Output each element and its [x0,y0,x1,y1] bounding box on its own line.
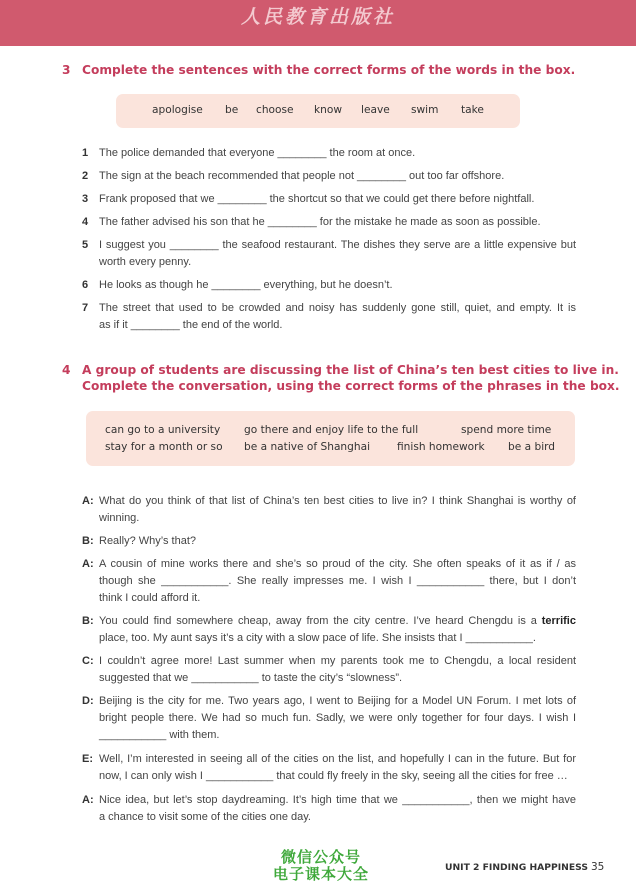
dialogue-text: ___________ with them. [99,729,220,741]
dialogue-text: Nice idea, but let’s stop daydreaming. It’s high time that we ___________, then we might have [99,794,576,806]
speaker-label: B: [82,615,94,627]
dialogue-text: a chance to visit some of the cities one day. [99,811,311,823]
dialogue-text: Beijing is the city for me. Two years ago, I went to Beijing for a Model UN Forum. I met lots of [99,695,576,707]
item-text: The father advised his son that he ________ for the mistake he made as soon as possible. [99,216,541,228]
dialogue-text: What do you think of that list of China’s ten best cities to live in? I think Shanghai is worthy of [99,495,576,507]
watermark-line: 电子课本大全 [272,865,369,883]
dialogue-text: think I could afford it. [99,592,201,604]
dialogue-text: though she ___________. She really impresses me. I wish I ___________ there, but I don’t [99,575,576,587]
item-text: as if it ________ the end of the world. [99,319,283,331]
highlighted-word: terrific [541,615,576,627]
phrase-box [86,411,575,466]
item-text: worth every penny. [99,256,192,268]
item-number: 6 [82,279,89,291]
phrase-box-item: can go to a university [105,424,221,436]
item-number: 4 [82,216,89,228]
phrase-box-item: stay for a month or so [105,441,223,453]
dialogue-text [99,613,576,630]
item-text: He looks as though he ________ everything, but he doesn’t. [99,279,393,291]
speaker-label: E: [82,753,93,765]
phrase-box-item: be a bird [508,441,556,453]
exercise-title: A group of students are discussing the list of China’s ten best cities to live in. [82,363,619,377]
item-text: I suggest you ________ the seafood restaurant. The dishes they serve are a little expensive but [99,239,576,251]
watermark-line: 微信公众号 [280,848,361,866]
phrase-box-item: finish homework [397,441,485,453]
item-number: 1 [82,147,89,159]
item-text: The sign at the beach recommended that people not ________ out too far offshore. [99,170,505,182]
item-text: Frank proposed that we ________ the shortcut so that we could get there before nightfall. [99,193,535,205]
item-number: 3 [82,193,89,205]
dialogue-text: I couldn’t agree more! Last summer when my parents took me to Chengdu, a local resident [99,655,576,667]
item-text: The street that used to be crowded and noisy has suddenly gone still, quiet, and empty. It is [99,302,576,314]
exercise-title: Complete the conversation, using the correct forms of the phrases in the box. [82,379,620,393]
dialogue-text: suggested that we ___________ to taste the city’s “slowness”. [99,672,403,684]
item-number: 2 [82,170,89,182]
speaker-label: A: [82,558,94,570]
word-box-item: be [225,104,239,116]
dialogue-text: Really? Why’s that? [99,535,197,547]
item-number: 5 [82,239,89,251]
word-box-item: take [461,104,484,116]
word-box-item: swim [411,104,439,116]
word-box-item: choose [256,104,294,116]
item-text: The police demanded that everyone ________ the room at once. [99,147,416,159]
word-box [116,94,520,128]
dialogue-text: A cousin of mine works there and she’s so proud of the city. She often speaks of it as if / as [99,558,576,570]
speaker-label: A: [82,794,94,806]
dialogue-text: place, too. My aunt says it’s a city with a slow pace of life. She insists that I ___________. [99,632,536,644]
page-number: 35 [591,861,605,873]
dialogue-text: bright people there. We had so much fun. Sadly, we were only together for four days. I wish I [99,712,576,724]
unit-label: UNIT 2 FINDING HAPPINESS [445,862,588,873]
speaker-label: C: [82,655,94,667]
phrase-box-item: spend more time [461,424,552,436]
phrase-box-item: go there and enjoy life to the full [244,424,419,436]
publisher-logo: 人民教育出版社 [240,6,395,28]
speaker-label: A: [82,495,94,507]
dialogue-text: Well, I’m interested in seeing all of the cities on the list, and hopefully I can in the future. But for [99,753,576,765]
word-box-item: leave [361,104,390,116]
dialogue-text-part: You could find somewhere cheap, away from the city centre. I’ve heard Chengdu is a [99,615,542,627]
word-box-item: know [314,104,342,116]
exercise-number: 4 [62,363,71,377]
word-box-item: apologise [152,104,203,116]
dialogue-text: now, I can only wish I ___________ that could fly freely in the sky, seeing all the cities for free … [99,770,568,782]
phrase-box-item: be a native of Shanghai [244,441,371,453]
speaker-label: B: [82,535,94,547]
exercise-number: 3 [62,63,71,77]
exercise-title: Complete the sentences with the correct forms of the words in the box. [82,63,576,77]
speaker-label: D: [82,695,94,707]
dialogue-text: winning. [99,512,140,524]
item-number: 7 [82,302,89,314]
